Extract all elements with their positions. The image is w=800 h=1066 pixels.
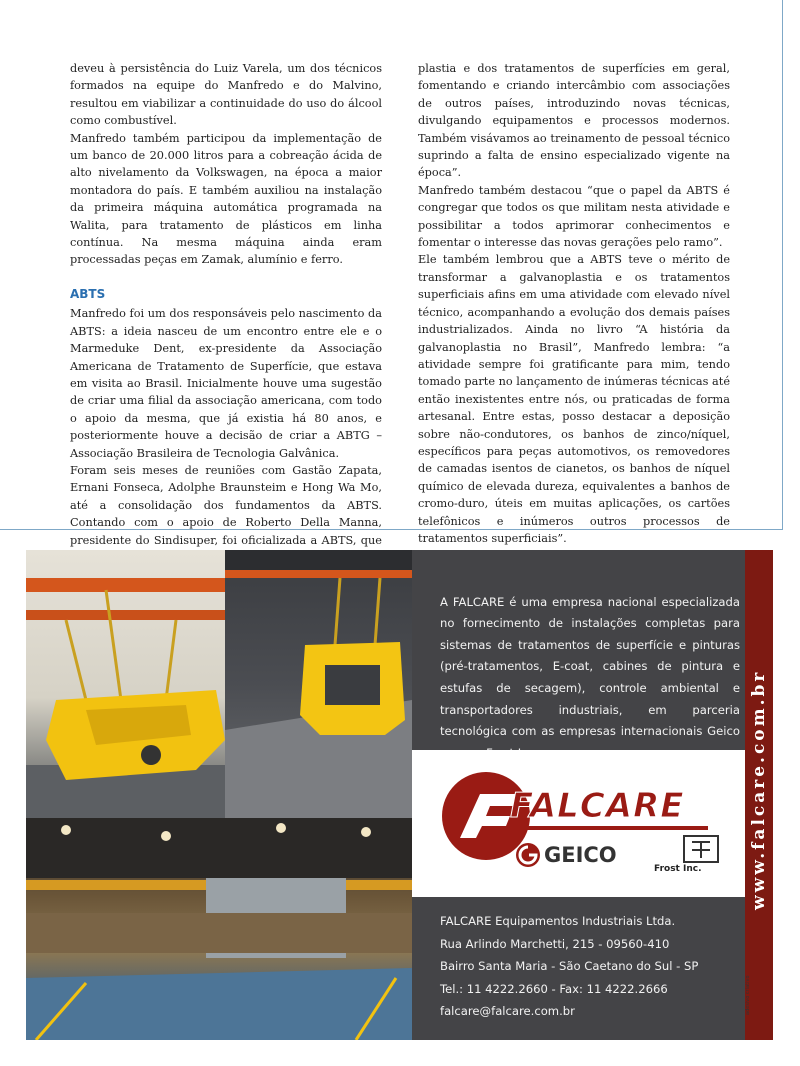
- photo-yellow-fixture-hoist: [26, 550, 225, 818]
- article-column-right: [418, 60, 730, 600]
- ad-description: A FALCARE é uma empresa nacional especializada no fornecimento de instalações completas para sistemas de tratamentos de superfície e pinturas (pré-tratamentos, E-coat, cabines de pintura e estufas de secagem), controle ambiental e transportadores industriais, em parceria tecnológica com as empresas internacionais Geico: [440, 594, 740, 739]
- frost-logo-icon: [682, 834, 720, 864]
- ad-contact-block: [440, 910, 740, 1023]
- geico-logo-text: GEICO: [544, 843, 617, 867]
- frost-logo-text: Frost Inc.: [654, 864, 702, 874]
- section-heading: ABTS: [70, 286, 106, 301]
- paragraph: Manfredo foi um dos responsáveis pelo nascimento da ABTS: a ideia nasceu de um encontro entre ele e o Marmeduke Dent, ex-presidente da Associação Americana de Tratamento de Superfície, que estava em visita ao Brasil. Inicialmente houve uma sugestão de criar uma filial da associação americana, com todo o apoio da mesma, que já existia há 80 anos, e posteriormente houve a decisão de criar a ABTG – Associação Brasileira de Tecnologia Galvânica.: [70, 307, 382, 460]
- paragraph: Manfredo também destacou “que o papel da ABTS é congregar que todos os que militam nesta atividade e possibilitar a todos aprimorar conhecimentos e fomentar o interesse das novas gerações pelo ramo”.: [418, 183, 730, 250]
- falcare-advertisement: [26, 550, 773, 1040]
- photo-yellow-fixture-booth: [225, 550, 412, 818]
- paragraph: Foram seis meses de reuniões com Gastão Zapata, Ernani Fonseca, Adolphe Braunsteim e Hong Wa Mo, até a consolidação dos fundamentos da ABTS. Contando com o apoio de Roberto Della Manna, presidente do Sindisuper, foi oficializada a ABTS, que: [70, 463, 382, 547]
- paragraph: Manfredo também participou da implementação de um banco de 20.000 litros para a cobreação ácida de alto nivelamento da Volkswagen, na época a maior montadora do país. E também auxiliou na instalação da primeira máquina automática programada na Walita, para tratamento de plásticos em linha contínua. Na mesma máquina ainda eram processadas peças em Zamak, alumínio e ferro.: [70, 131, 382, 267]
- falcare-logo-underline: [508, 826, 708, 830]
- photo-factory-floor: [26, 818, 412, 1040]
- agency-credit-text: adesivo criativo: [745, 975, 751, 1015]
- contact-address-line-2: Bairro Santa Maria - São Caetano do Sul - SP: [440, 959, 699, 974]
- paragraph: plastia e dos tratamentos de superfícies em geral, fomentando e criando intercâmbio com associações de outros países, introduzindo novas técnicas, divulgando equipamentos e processos modernos. Também visávamos ao treinamento de pessoal técnico suprindo a falta de ensino especializado vigente na época”.: [418, 62, 730, 180]
- website-url[interactable]: www.falcare.com.br: [749, 669, 769, 910]
- paragraph: deveu à persistência do Luiz Varela, um dos técnicos formados na equipe do Manfredo e do Malvino, resultou em viabilizar a continuidade do uso do álcool como combustível.: [70, 62, 382, 128]
- contact-address-line-1: Rua Arlindo Marchetti, 215 - 09560-410: [440, 936, 670, 951]
- geico-logo-icon: [515, 842, 541, 868]
- contact-phone-fax: Tel.: 11 4222.2660 - Fax: 11 4222.2666: [440, 981, 668, 996]
- paragraph: Ele também lembrou que a ABTS teve o mérito de transformar a galvanoplastia e os tratamentos superficiais afins em uma atividade com elevado nível técnico, acompanhando a evolução dos demais países industrializados. Ainda no livro “A história da galvanoplastia no Brasil”, Manfredo lembra: “a atividade sempre foi gratificante para mim, tendo tomado parte no lançamento de inúmeras técnicas até então inexistentes entre nós, ou praticadas de forma artesanal. Entre estas, posso destacar a deposição sobre não-condutores, os banhos de zinco/níquel, específicos para peças automotivos, os removedores de camadas isentos de cianetos, os banhos de níquel químico de elevada dureza, equivalentes a banhos de cromo-duro, úteis em muitas aplicações, os cartões telefônicos e inúmeros outros processos de tratamentos superficiais”.: [418, 253, 730, 545]
- logo-panel: [412, 750, 745, 897]
- contact-company: FALCARE Equipamentos Industriais Ltda.: [440, 914, 676, 928]
- agency-credit: [745, 975, 757, 1015]
- falcare-logo-text: FALCARE: [510, 786, 685, 826]
- contact-email[interactable]: falcare@falcare.com.br: [440, 1004, 575, 1019]
- brand-side-bar: [745, 550, 773, 1040]
